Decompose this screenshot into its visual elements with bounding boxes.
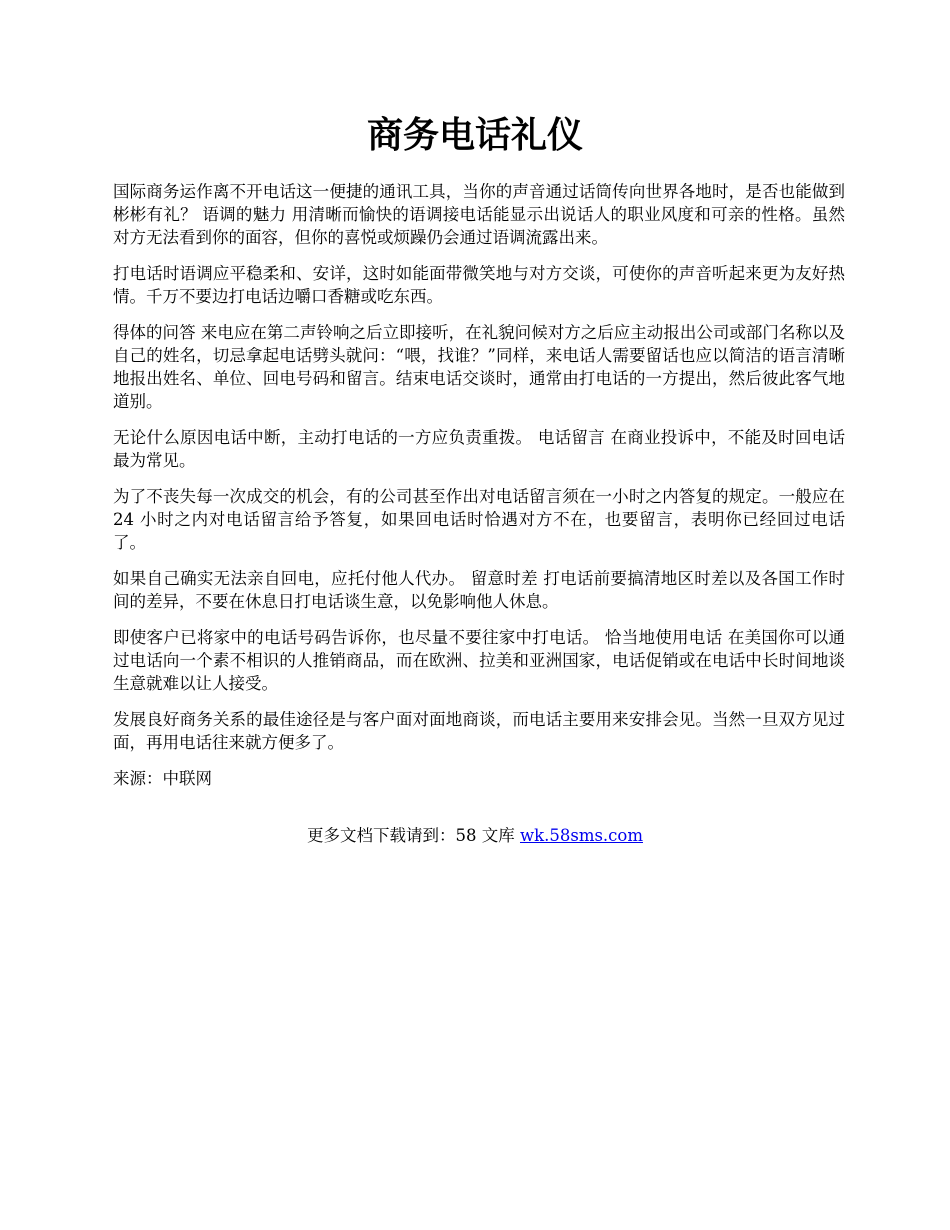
document-body <box>113 180 845 790</box>
paragraph-5: 为了不丧失每一次成交的机会，有的公司甚至作出对电话留言须在一小时之内答复的规定。一般应在 24 小时之内对电话留言给予答复，如果回电话时恰遇对方不在，也要留言，表明你已经回过电话了。 <box>113 487 845 552</box>
paragraph-7: 即使客户已将家中的电话号码告诉你，也尽量不要往家中打电话。 恰当地使用电话 在美国你可以通过电话向一个素不相识的人推销商品，而在欧洲、拉美和亚洲国家，电话促销或在电话中长时间地谈生意就难以让人接受。 <box>113 628 845 693</box>
paragraph-4: 无论什么原因电话中断，主动打电话的一方应负责重拨。 电话留言 在商业投诉中，不能及时回电话最为常见。 <box>113 428 845 470</box>
paragraph-3: 得体的问答 来电应在第二声铃响之后立即接听，在礼貌问候对方之后应主动报出公司或部门名称以及自己的姓名，切忌拿起电话劈头就问：“喂，找谁？”同样，来电话人需要留话也应以简洁的语言清晰地报出姓名、单位、回电号码和留言。结束电话交谈时，通常由打电话的一方提出，然后彼此客气地道别。 <box>113 323 845 411</box>
download-footer <box>0 824 950 847</box>
paragraph-1: 国际商务运作离不开电话这一便捷的通讯工具，当你的声音通过话筒传向世界各地时，是否也能做到彬彬有礼？ 语调的魅力 用清晰而愉快的语调接电话能显示出说话人的职业风度和可亲的性格。虽然对方无法看到你的面容，但你的喜悦或烦躁仍会通过语调流露出来。 <box>113 182 845 247</box>
paragraph-2: 打电话时语调应平稳柔和、安详，这时如能面带微笑地与对方交谈，可使你的声音听起来更为友好热情。千万不要边打电话边嚼口香糖或吃东西。 <box>113 264 845 306</box>
paragraph-8: 发展良好商务关系的最佳途径是与客户面对面地商谈，而电话主要用来安排会见。当然一旦双方见过面，再用电话往来就方便多了。 <box>113 710 845 752</box>
source-line: 来源：中联网 <box>113 769 212 788</box>
footer-prefix: 更多文档下载请到：58 文库 <box>306 826 520 845</box>
download-site-link[interactable]: wk.58sms.com <box>519 826 643 845</box>
document-title: 商务电话礼仪 <box>366 115 583 156</box>
paragraph-6: 如果自己确实无法亲自回电，应托付他人代办。 留意时差 打电话前要搞清地区时差以及各国工作时间的差异，不要在休息日打电话谈生意，以免影响他人休息。 <box>113 569 845 611</box>
